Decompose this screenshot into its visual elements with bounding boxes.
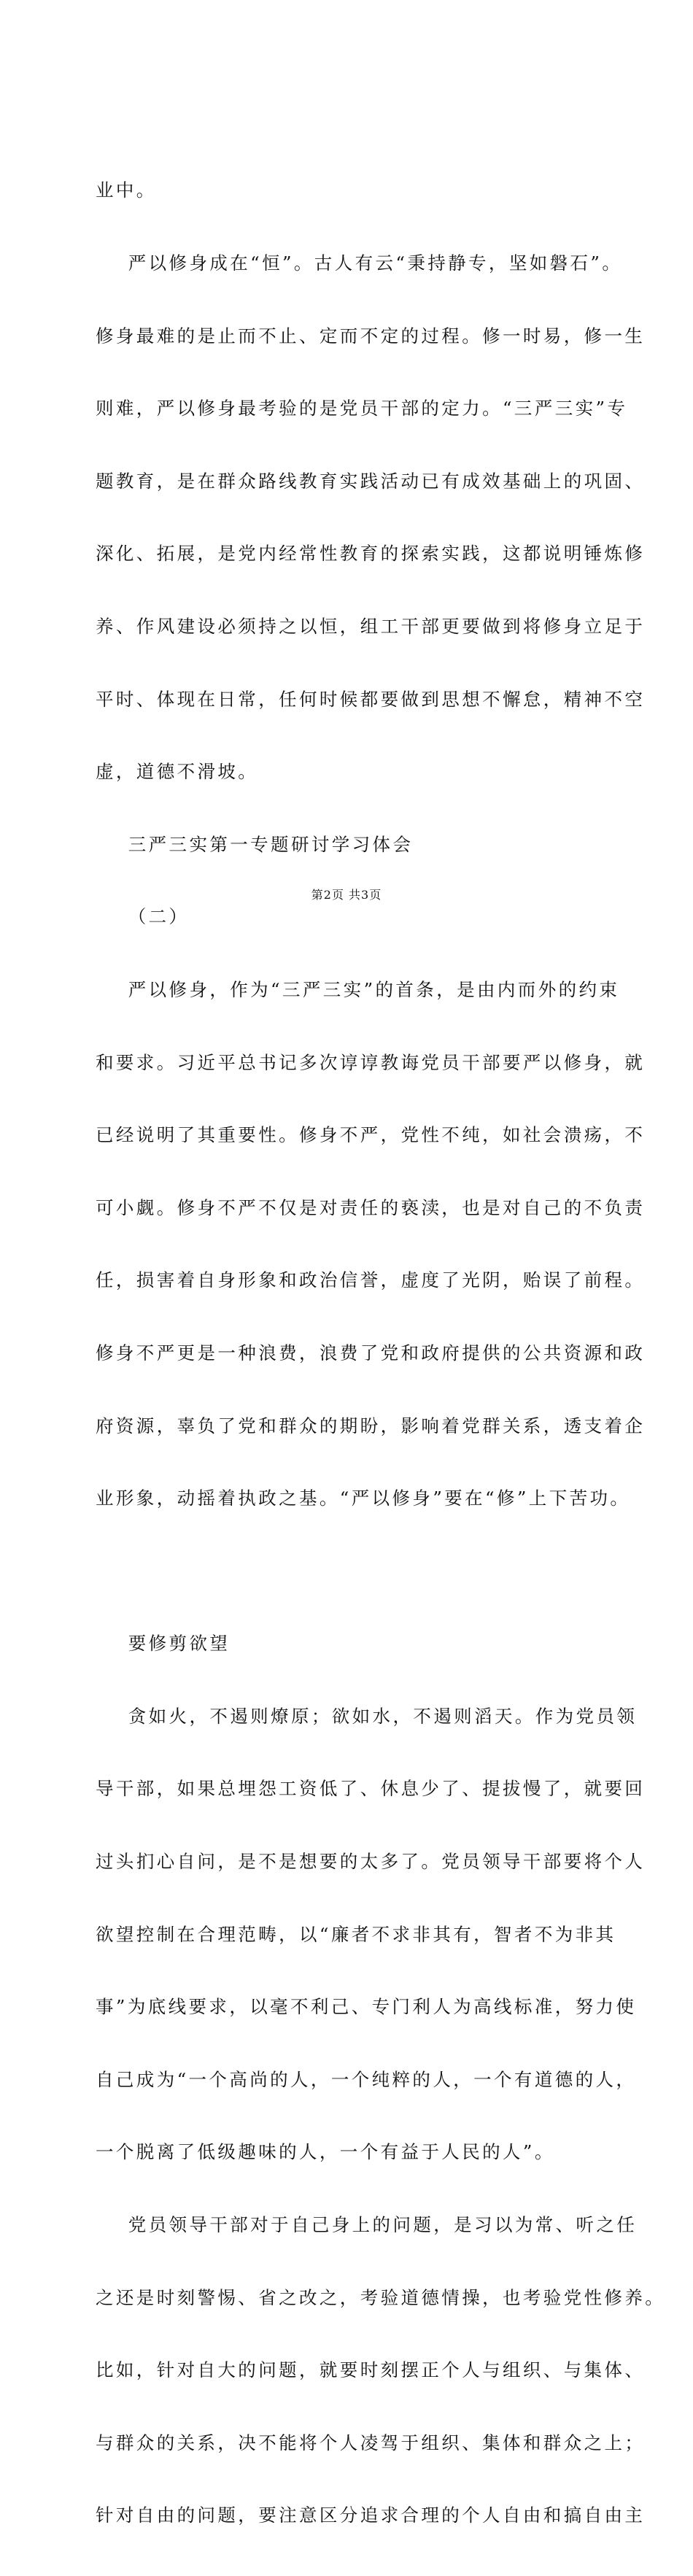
text-line: 针对自由的问题，要注意区分追求合理的个人自由和搞自由主 [96,2505,646,2526]
text-line: 平时、体现在日常，任何时候都要做到思想不懈怠，精神不空 [96,688,646,710]
text-line: 可小觑。修身不严不仅是对责任的亵渎，也是对自己的不负责 [96,1196,646,1218]
text-line: 严以修身成在“恒”。古人有云“秉持静专，坚如磐石”。 [96,252,623,274]
text-line: 事”为底线要求，以毫不利己、专门利人为高线标准，努力使 [96,1996,637,2018]
text-line: 欲望控制在合理范畴，以“廉者不求非其有，智者不为非其 [96,1923,616,1945]
text-line: 业中。 [96,179,157,201]
text-line: 严以修身，作为“三严三实”的首条，是由内而外的约束 [96,978,620,1000]
text-line: 修身最难的是止而不止、定而不定的过程。修一时易，修一生 [96,325,646,347]
text-line: 业形象，动摇着执政之基。“严以修身”要在“修”上下苦功。 [96,1488,631,1509]
text-line: 已经说明了其重要性。修身不严，党性不纯，如社会溃疡，不 [96,1124,646,1146]
section-heading: 要修剪欲望 [96,1633,231,1655]
blank-line [96,1559,606,1583]
section-subtitle: （二） [96,906,190,928]
text-line: 则难，严以修身最考验的是党员干部的定力。“三严三实”专 [96,398,628,419]
section-title: 三严三实第一专题研讨学习体会 [96,833,414,855]
text-line: 一个脱离了低级趣味的人，一个有益于人民的人”。 [96,2141,555,2163]
body-text [96,130,666,2576]
text-line: 府资源，辜负了党和群众的期盼，影响着党群关系，透支着企 [96,1415,646,1436]
text-line: 之还是时刻警惕、省之改之，考验道德情操，也考验党性修养。 [96,2286,666,2308]
text-line: 比如，针对自大的问题，就要时刻摆正个人与组织、与集体、 [96,2359,646,2381]
text-line: 修身不严更是一种浪费，浪费了党和政府提供的公共资源和政 [96,1342,646,1364]
page-footer [0,886,693,902]
text-line: 贪如火，不遏则燎原；欲如水，不遏则滔天。作为党员领 [96,1705,638,1727]
text-line: 深化、拓展，是党内经常性教育的探索实践，这都说明锤炼修 [96,543,646,565]
page-number-label: 第2页 共3页 [311,888,382,902]
text-line: 和要求。习近平总书记多次谆谆教诲党员干部要严以修身，就 [96,1051,646,1073]
text-line: 自己成为“一个高尚的人，一个纯粹的人，一个有道德的人， [96,2068,637,2090]
text-line: 养、作风建设必须持之以恒，组工干部更要做到将修身立足于 [96,615,646,637]
text-line: 题教育，是在群众路线教育实践活动已有成效基础上的巩固、 [96,470,646,492]
text-line: 任，损害着自身形象和政治信誉，虚度了光阴，贻误了前程。 [96,1269,646,1291]
text-line: 与群众的关系，决不能将个人凌驾于组织、集体和群众之上； [96,2432,646,2453]
text-line: 虚，道德不滑坡。 [96,761,259,783]
text-line: 导干部，如果总埋怨工资低了、休息少了、提拔慢了，就要回 [96,1778,646,1800]
text-line: 党员领导干部对于自己身上的问题，是习以为常、听之任 [96,2214,638,2236]
text-line: 过头扪心自问，是不是想要的太多了。党员领导干部要将个人 [96,1851,646,1873]
